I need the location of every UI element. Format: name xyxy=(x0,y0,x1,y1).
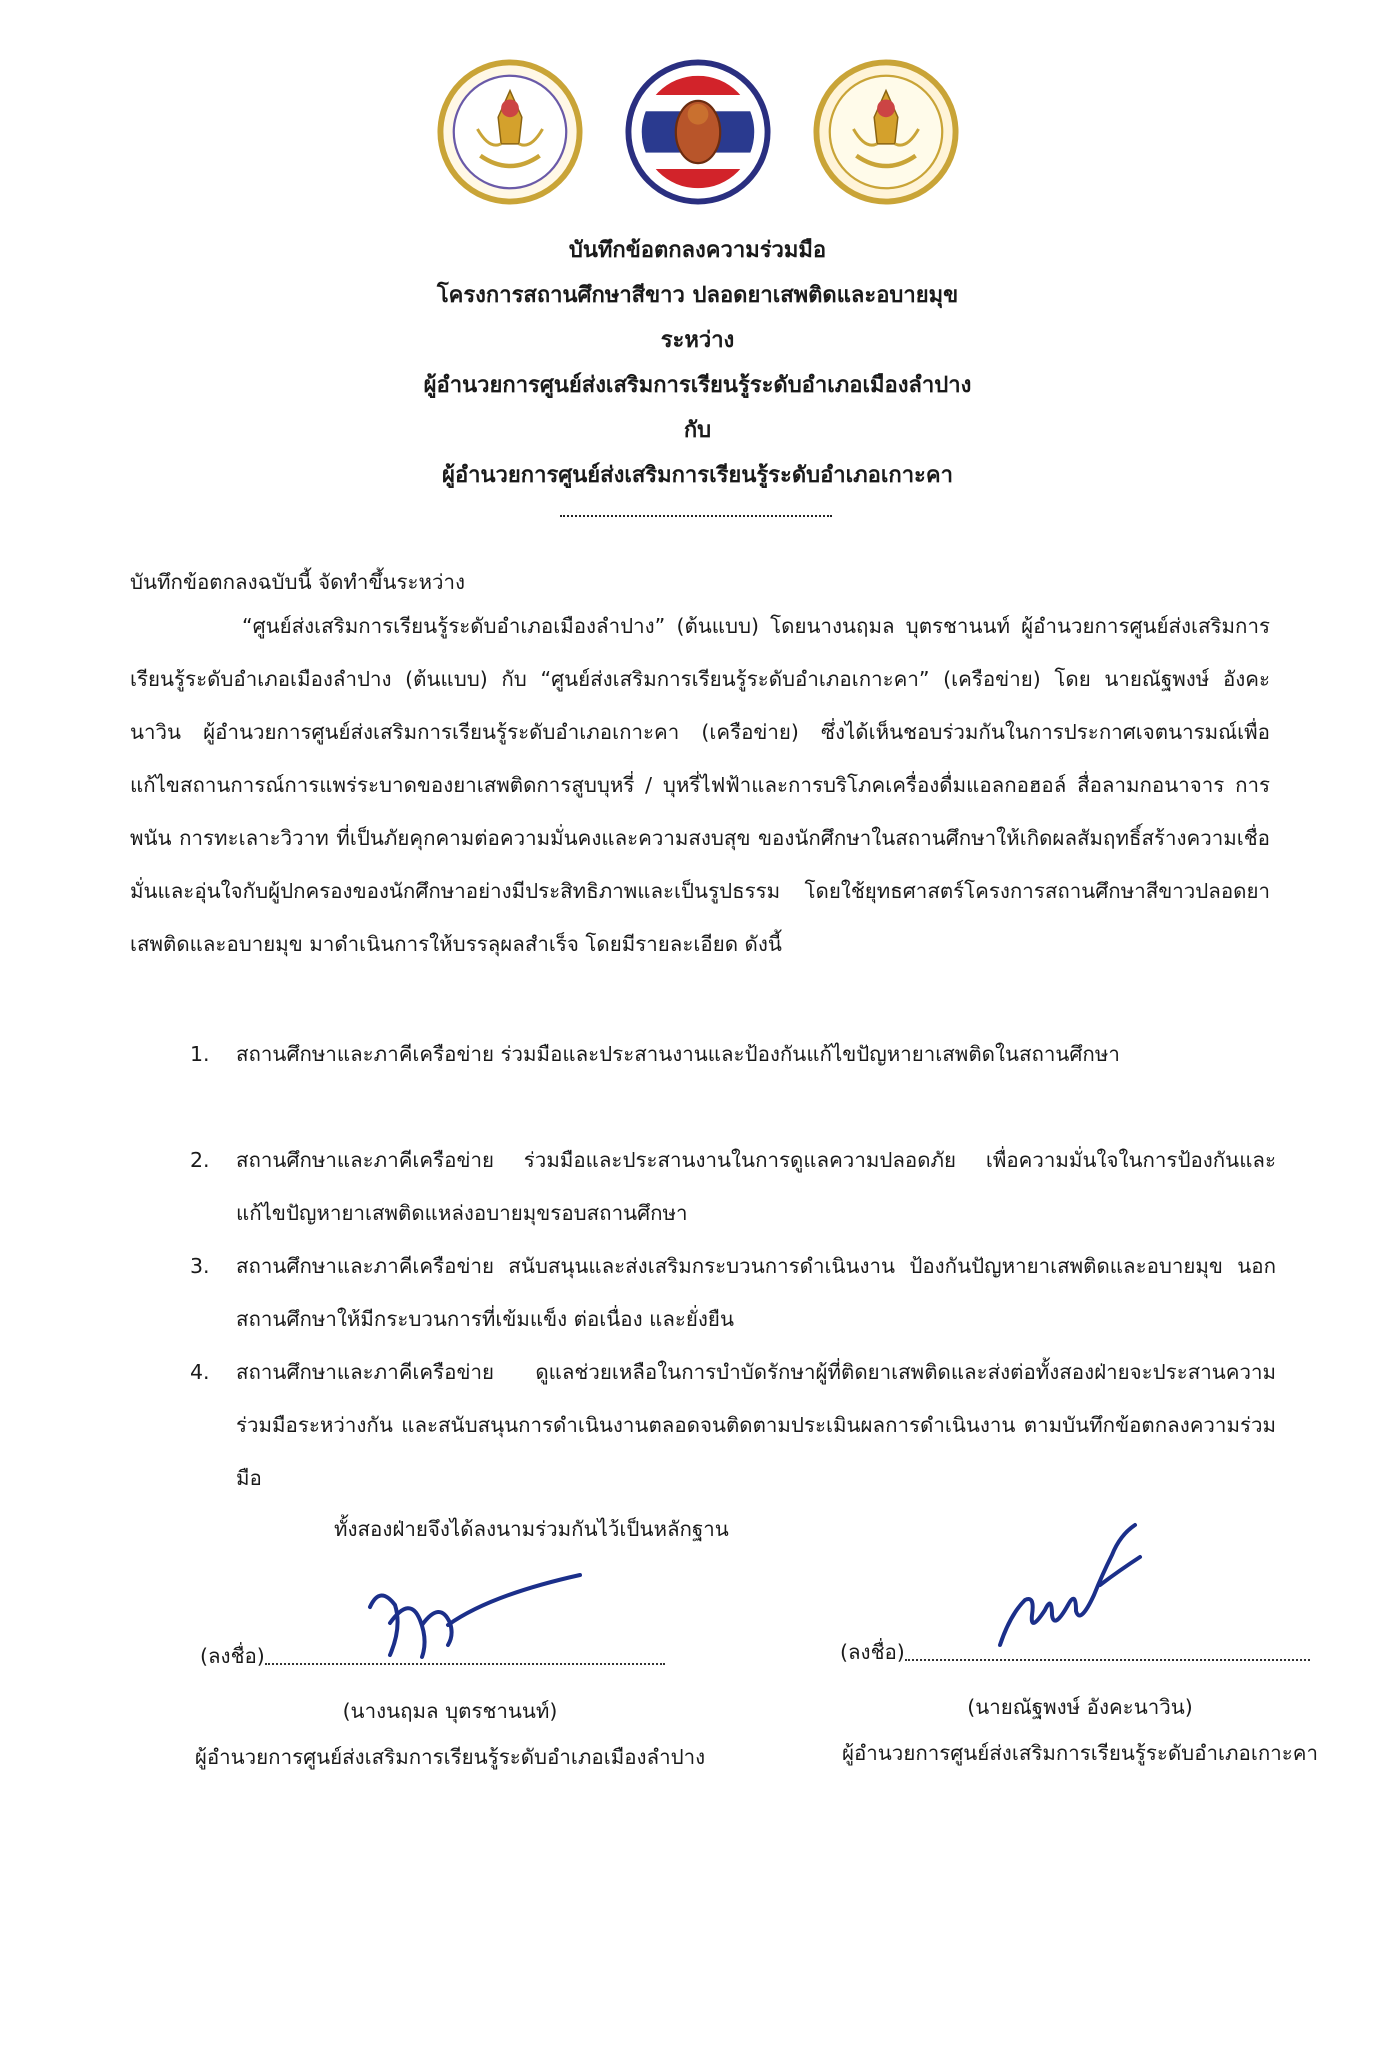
list-item xyxy=(190,1028,1276,1081)
signer-right-details xyxy=(800,1684,1360,1776)
closing-statement: ทั้งสองฝ่ายจึงได้ลงนามร่วมกันไว้เป็นหลักฐาน xyxy=(334,1517,729,1541)
list-item xyxy=(190,1134,1276,1240)
item-number: 3. xyxy=(190,1254,210,1278)
signer-position: ผู้อำนวยการศูนย์ส่งเสริมการเรียนรู้ระดับอำเภอเกาะคา xyxy=(841,1741,1319,1765)
with-label: กับ xyxy=(683,418,712,443)
signer-name: (นายณัฐพงษ์ อังคะนาวิน) xyxy=(967,1695,1193,1719)
project-name: โครงการสถานศึกษาสีขาว ปลอดยาเสพติดและอบายมุข xyxy=(436,283,959,308)
item-text: สถานศึกษาและภาคีเครือข่าย ร่วมมือและประสานงานในการดูแลความปลอดภัย เพื่อความมั่นใจในการป้องกันและแก้ไขปัญหายาเสพติดแหล่งอบายมุขรอบสถานศึกษา xyxy=(236,1148,1276,1225)
item-text: สถานศึกษาและภาคีเครือข่าย สนับสนุนและส่งเสริมกระบวนการดำเนินงาน ป้องกันปัญหายาเสพติดและอบายมุข นอกสถานศึกษาให้มีกระบวนการที่เข้มแข็ง ต่อเนื่อง และยั่งยืน xyxy=(236,1254,1276,1331)
signer-position: ผู้อำนวยการศูนย์ส่งเสริมการเรียนรู้ระดับอำเภอเมืองลำปาง xyxy=(194,1745,706,1769)
left-handwritten-signature xyxy=(350,1565,590,1675)
list-item xyxy=(190,1346,1276,1505)
between-label: ระหว่าง xyxy=(660,328,735,353)
second-party: ผู้อำนวยการศูนย์ส่งเสริมการเรียนรู้ระดับอำเภอเกาะคา xyxy=(442,463,953,488)
left-emblem-logo xyxy=(436,58,584,206)
sign-label: (ลงชื่อ) xyxy=(200,1644,265,1668)
header-divider xyxy=(560,515,832,517)
right-handwritten-signature xyxy=(990,1515,1160,1665)
logo-row xyxy=(0,58,1395,206)
intro-text: บันทึกข้อตกลงฉบับนี้ จัดทำขึ้นระหว่าง xyxy=(130,570,466,594)
document-title: บันทึกข้อตกลงความร่วมมือ xyxy=(568,238,827,263)
list-item xyxy=(190,1240,1276,1346)
item-text: สถานศึกษาและภาคีเครือข่าย ดูแลช่วยเหลือในการบำบัดรักษาผู้ที่ติดยาเสพติดและส่งต่อทั้งสองฝ่ายจะประสานความร่วมมือระหว่างกัน และสนับสนุนการดำเนินงานตลอดจนติดตามประเมินผลการดำเนินงาน ตามบันทึกข้อตกลงความร่วมมือ xyxy=(236,1360,1276,1490)
item-number: 2. xyxy=(190,1148,210,1172)
signer-left-details xyxy=(140,1688,760,1780)
first-party: ผู้อำนวยการศูนย์ส่งเสริมการเรียนรู้ระดับอำเภอเมืองลำปาง xyxy=(423,373,972,398)
center-flag-emblem-logo xyxy=(624,58,772,206)
item-number: 1. xyxy=(190,1042,210,1066)
item-number: 4. xyxy=(190,1360,210,1384)
item-text: สถานศึกษาและภาคีเครือข่าย ร่วมมือและประสานงานและป้องกันแก้ไขปัญหายาเสพติดในสถานศึกษา xyxy=(236,1042,1120,1066)
body-paragraph: “ศูนย์ส่งเสริมการเรียนรู้ระดับอำเภอเมืองลำปาง” (ต้นแบบ) โดยนางนฤมล บุตรชานนท์ ผู้อำนวยการศูนย์ส่งเสริมการเรียนรู้ระดับอำเภอเมืองลำปาง (ต้นแบบ) กับ “ศูนย์ส่งเสริมการเรียนรู้ระดับอำเภอเกาะคา” (เครือข่าย) โดย นายณัฐพงษ์ อังคะนาวิน ผู้อำนวยการศูนย์ส่งเสริมการเรียนรู้ระดับอำเภอเกาะคา (เครือข่าย) ซึ่งได้เห็นชอบร่วมกันในการประกาศเจตนารมณ์เพื่อแก้ไขสถานการณ์การแพร่ระบาดของยาเสพติดการสูบบุหรี่ / บุหรี่ไฟฟ้าและการบริโภคเครื่องดื่มแอลกอฮอล์ สื่อลามกอนาจาร การพนัน การทะเลาะวิวาท ที่เป็นภัยคุกคามต่อความมั่นคงและความสงบสุข ของนักศึกษาในสถานศึกษาให้เกิดผลสัมฤทธิ์สร้างความเชื่อมั่นและอุ่นใจกับผู้ปกครองของนักศึกษาอย่างมีประสิทธิภาพและเป็นรูปธรรม โดยใช้ยุทธศาสตร์โครงการสถานศึกษาสีขาวปลอดยาเสพติดและอบายมุข มาดำเนินการให้บรรลุผลสำเร็จ โดยมีรายละเอียด ดังนี้ xyxy=(130,614,1270,956)
right-emblem-logo xyxy=(812,58,960,206)
sign-label: (ลงชื่อ) xyxy=(840,1640,905,1664)
signer-name: (นางนฤมล บุตรชานนท์) xyxy=(342,1699,558,1723)
